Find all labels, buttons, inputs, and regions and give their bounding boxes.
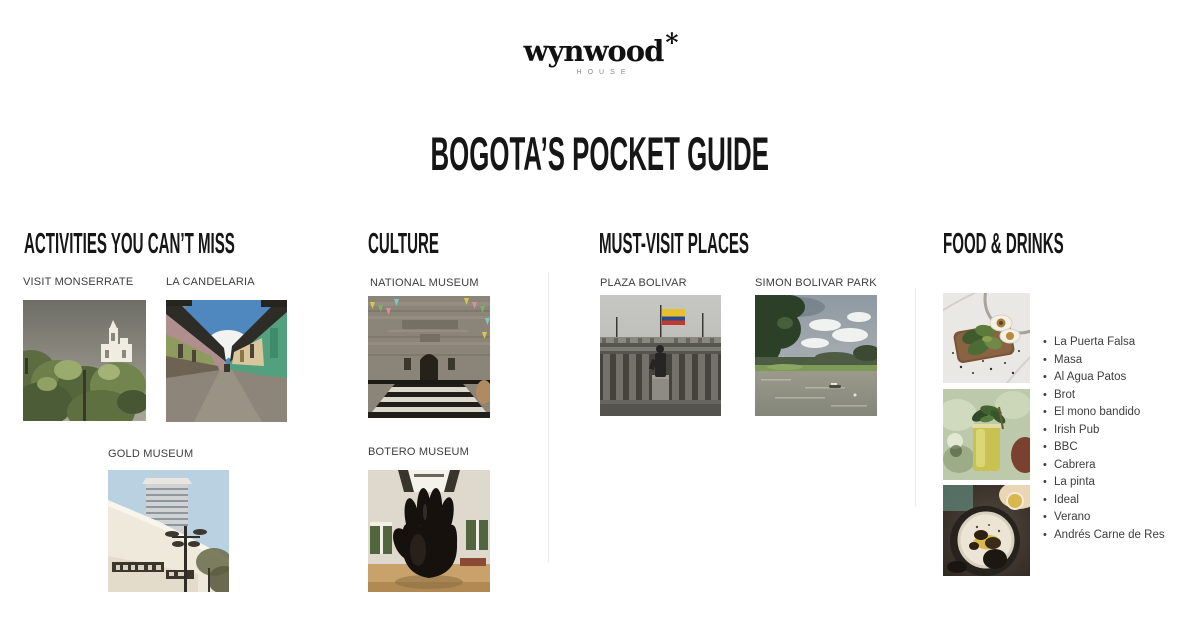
- restaurant-item: • La pinta: [1043, 474, 1165, 492]
- section-title-food: FOOD & DRINKS: [943, 228, 1064, 260]
- restaurant-list: [1043, 334, 1165, 544]
- brand-subtitle: HOUSE: [576, 69, 632, 76]
- asterisk-icon: *: [665, 28, 679, 57]
- photo-label-gold-museum: GOLD MUSEUM: [108, 448, 194, 460]
- simon-bolivar-park-photo: [755, 295, 877, 416]
- restaurant-item: • El mono bandido: [1043, 404, 1165, 422]
- photo-label-simon-bolivar-park: SIMON BOLIVAR PARK: [755, 277, 877, 289]
- photo-label-national-museum: NATIONAL MUSEUM: [370, 277, 479, 289]
- page-title: BOGOTA’S POCKET GUIDE: [430, 127, 770, 180]
- restaurant-item: • Al Agua Patos: [1043, 369, 1165, 387]
- photo-label-plaza-bolivar: PLAZA BOLIVAR: [600, 277, 687, 289]
- plaza-bolivar-photo: [600, 295, 721, 416]
- section-title-culture: CULTURE: [368, 228, 439, 260]
- restaurant-item: • Andrés Carne de Res: [1043, 527, 1165, 545]
- photo-label-botero-museum: BOTERO MUSEUM: [368, 446, 469, 458]
- green-cocktail-photo: [943, 389, 1030, 480]
- avocado-toast-photo: [943, 293, 1030, 383]
- section-title-places: MUST-VISIT PLACES: [599, 228, 749, 260]
- divider-culture-places: [548, 272, 549, 562]
- candelaria-photo: [166, 300, 287, 422]
- restaurant-item: • Cabrera: [1043, 457, 1165, 475]
- restaurant-item: • Masa: [1043, 352, 1165, 370]
- brand-logo: [0, 28, 1200, 79]
- restaurant-item: • Ideal: [1043, 492, 1165, 510]
- restaurant-item: • La Puerta Falsa: [1043, 334, 1165, 352]
- section-title-activities: ACTIVITIES YOU CAN’T MISS: [24, 228, 235, 260]
- monserrate-photo: [23, 300, 146, 421]
- gold-museum-photo: [108, 470, 229, 592]
- brand-name: wynwood: [523, 34, 664, 68]
- restaurant-item: • Irish Pub: [1043, 422, 1165, 440]
- divider-places-food: [915, 288, 916, 506]
- restaurant-item: • BBC: [1043, 439, 1165, 457]
- photo-label-visit-monserrate: VISIT MONSERRATE: [23, 276, 134, 288]
- restaurant-item: • Brot: [1043, 387, 1165, 405]
- restaurant-item: • Verano: [1043, 509, 1165, 527]
- national-museum-photo: [368, 296, 490, 418]
- photo-label-la-candelaria: LA CANDELARIA: [166, 276, 255, 288]
- botero-museum-photo: [368, 470, 490, 592]
- dessert-plate-photo: [943, 485, 1030, 576]
